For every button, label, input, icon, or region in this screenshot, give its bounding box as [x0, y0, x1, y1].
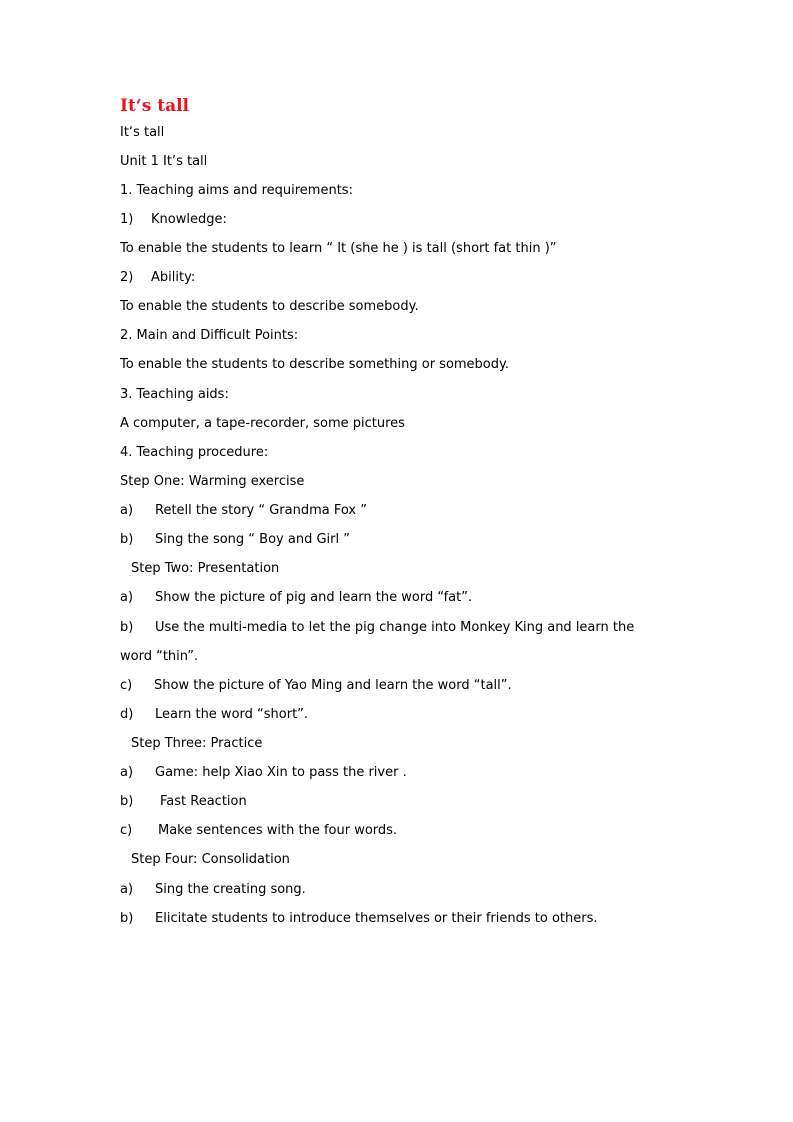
list-item [120, 531, 350, 549]
list-item-text: Retell the story “ Grandma Fox ” [155, 503, 367, 518]
list-marker: a) [120, 765, 134, 780]
list-item [120, 881, 306, 899]
document-title: It‘s tall [120, 96, 189, 116]
list-marker: b) [120, 532, 134, 547]
list-item-text: Sing the song “ Boy and Girl ” [155, 532, 350, 547]
list-marker: a) [120, 882, 134, 897]
list-marker: 2) [120, 270, 134, 285]
section-heading: 4. Teaching procedure: [120, 445, 269, 460]
list-item [120, 269, 195, 287]
paragraph-continuation: word “thin”. [120, 649, 199, 664]
list-item [120, 793, 247, 811]
list-item-text: Fast Reaction [160, 794, 247, 809]
paragraph: To enable the students to learn “ It (she he ) is tall (short fat thin )” [120, 241, 557, 256]
paragraph: To enable the students to describe something or somebody. [120, 357, 509, 372]
list-item-text: Sing the creating song. [155, 882, 306, 897]
paragraph: To enable the students to describe somebody. [120, 299, 419, 314]
list-item [120, 619, 634, 637]
paragraph: A computer, a tape-recorder, some pictures [120, 416, 405, 431]
list-item [120, 211, 227, 229]
list-item [120, 822, 397, 840]
step-heading: Step Two: Presentation [131, 561, 280, 576]
step-heading: Step One: Warming exercise [120, 474, 305, 489]
section-heading: 1. Teaching aims and requirements: [120, 183, 353, 198]
list-marker: 1) [120, 212, 134, 227]
list-item [120, 502, 367, 520]
list-item-text: Show the picture of Yao Ming and learn the word “tall”. [154, 678, 512, 693]
list-item [120, 910, 597, 928]
unit-heading: Unit 1 It’s tall [120, 154, 208, 169]
list-marker: c) [120, 823, 133, 838]
list-item-text: Elicitate students to introduce themselves or their friends to others. [155, 911, 598, 926]
list-item [120, 764, 407, 782]
list-item-text: Make sentences with the four words. [158, 823, 398, 838]
list-item [120, 589, 472, 607]
list-item [120, 677, 512, 695]
list-item [120, 706, 308, 724]
section-heading: 2. Main and Difficult Points: [120, 328, 299, 343]
list-marker: b) [120, 620, 134, 635]
list-marker: c) [120, 678, 133, 693]
subtitle: It‘s tall [120, 125, 165, 140]
list-marker: b) [120, 794, 134, 809]
list-item-text: Use the multi-media to let the pig change into Monkey King and learn the [155, 620, 635, 635]
list-marker: a) [120, 503, 134, 518]
step-heading: Step Three: Practice [131, 736, 263, 751]
section-heading: 3. Teaching aids: [120, 387, 229, 402]
list-marker: d) [120, 707, 134, 722]
list-item-text: Knowledge: [151, 212, 227, 227]
list-marker: b) [120, 911, 134, 926]
list-item-text: Learn the word “short”. [155, 707, 309, 722]
list-item-text: Ability: [151, 270, 196, 285]
list-item-text: Show the picture of pig and learn the word “fat”. [155, 590, 473, 605]
step-heading: Step Four: Consolidation [131, 852, 290, 867]
list-item-text: Game: help Xiao Xin to pass the river . [155, 765, 407, 780]
list-marker: a) [120, 590, 134, 605]
